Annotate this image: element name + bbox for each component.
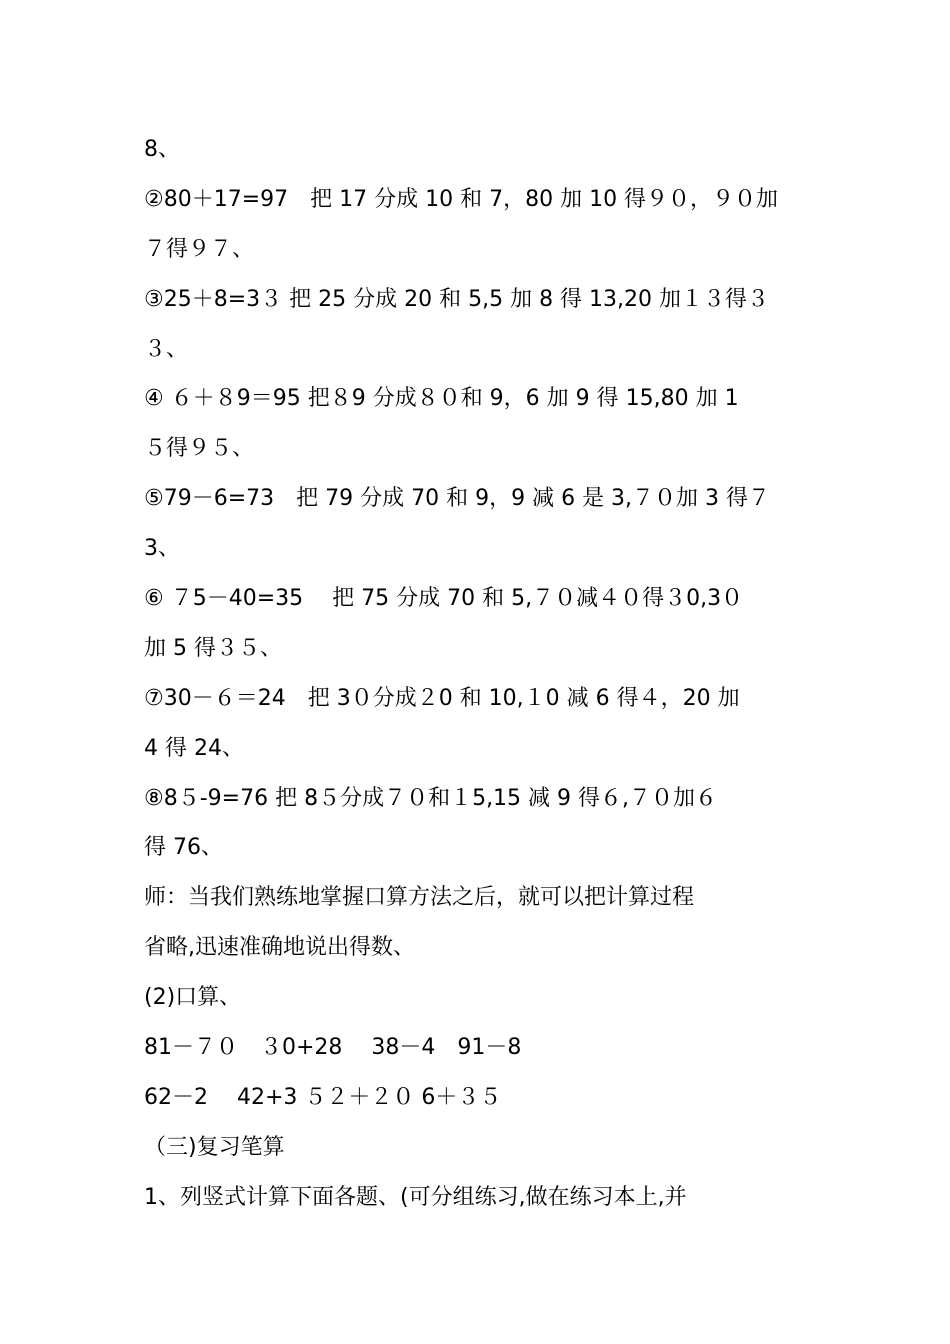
- text-line: 3、: [144, 536, 180, 562]
- text-line: 1、列竖式计算下面各题、(可分组练习,做在练习本上,并: [144, 1184, 687, 1210]
- text-line: ④ ６＋８9＝95 把８9 分成８０和 9，6 加 9 得 15,80 加 1: [144, 386, 739, 412]
- section-heading: （三)复习笔算: [144, 1134, 285, 1160]
- text-line: 得 76、: [144, 835, 223, 861]
- text-line: 8、: [144, 137, 180, 162]
- text-line: ⑥ ７5－40=35 把 75 分成 70 和 5,７０减４０得３0,3０: [144, 586, 744, 612]
- document-body: [144, 128, 814, 1226]
- text-line: 加 5 得３５、: [144, 635, 282, 661]
- text-line: ⑧8５-9=76 把 8５分成７０和１5,15 减 9 得６,７０加６: [144, 785, 718, 811]
- text-line: 师：当我们熟练地掌握口算方法之后，就可以把计算过程: [144, 885, 695, 911]
- text-line: ３、: [144, 336, 189, 362]
- text-line: ７得９７、: [144, 236, 255, 262]
- text-line: ⑤79－6=73 把 79 分成 70 和 9，9 减 6 是 3,７０加 3 得７: [144, 486, 771, 512]
- text-line: 81－７０ ３0+28 38－4 91－8: [144, 1035, 522, 1061]
- text-line: ⑦30－６＝24 把 3０分成２0 和 10,１0 减 6 得４，20 加: [144, 685, 740, 711]
- text-line: 省略,迅速准确地说出得数、: [144, 935, 415, 961]
- section-heading: (2)口算、: [144, 985, 242, 1011]
- text-line: ②80＋17=97 把 17 分成 10 和 7，80 加 10 得９０，９０加: [144, 186, 779, 212]
- text-line: ５得９５、: [144, 436, 255, 462]
- text-line: 62－2 42+3 ５２＋２０ 6＋３５: [144, 1084, 502, 1110]
- text-line: ③25＋8=3３ 把 25 分成 20 和 5,5 加 8 得 13,20 加１３得３: [144, 286, 770, 312]
- text-line: 4 得 24、: [144, 735, 244, 761]
